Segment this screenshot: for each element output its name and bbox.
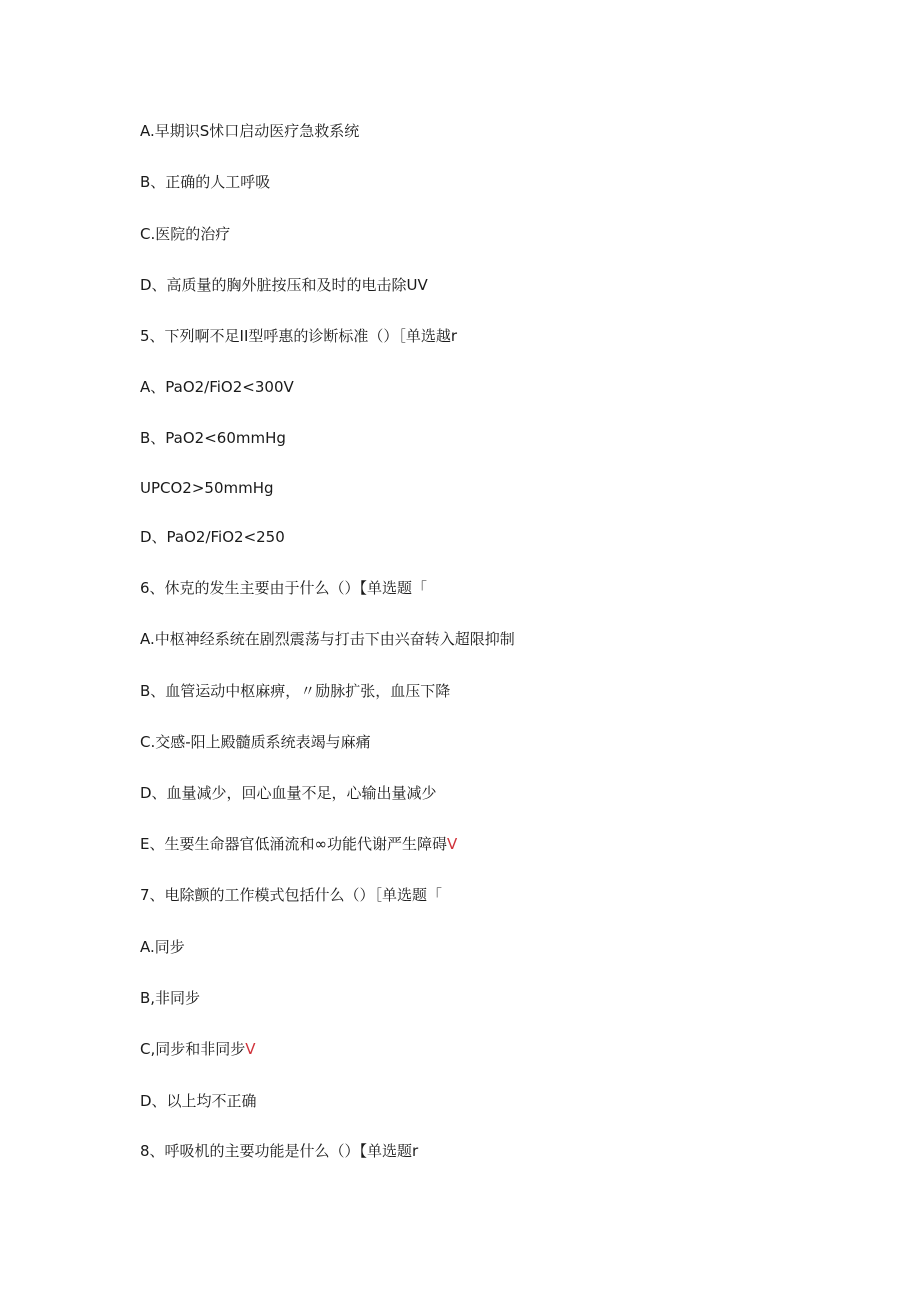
option-b-q5 bbox=[140, 428, 286, 448]
line-text: A、PaO2∕FiO2<300V bbox=[140, 378, 294, 396]
option-c-q4 bbox=[140, 224, 230, 244]
line-text: A.中枢神经系统在剧烈震荡与打击下由兴奋转入超限抑制 bbox=[140, 630, 515, 648]
line-text: D、高质量的胸外脏按压和及时的电击除UV bbox=[140, 276, 428, 294]
line-text: C.交感-阳上殿髓质系统表竭与麻痛 bbox=[140, 733, 371, 751]
option-c-q6 bbox=[140, 732, 371, 752]
question-6 bbox=[140, 578, 427, 598]
correct-mark: V bbox=[245, 1040, 256, 1058]
option-a-q6 bbox=[140, 629, 515, 649]
line-text: A.同步 bbox=[140, 938, 185, 956]
question-7 bbox=[140, 885, 442, 905]
line-text: 8、呼吸机的主要功能是什么（）【单选题r bbox=[140, 1142, 419, 1160]
option-b-q6 bbox=[140, 681, 450, 701]
line-text: B、血管运动中枢麻痹，〃励脉扩张，血压下降 bbox=[140, 682, 451, 700]
option-a-q5 bbox=[140, 377, 294, 397]
line-text: E、生要生命器官低涌流和∞功能代谢严生障碍 bbox=[140, 835, 447, 853]
line-text: 6、休克的发生主要由于什么（）【单选题「 bbox=[140, 579, 428, 597]
option-e-q6 bbox=[140, 834, 457, 854]
line-text: C,同步和非同步 bbox=[140, 1040, 246, 1058]
option-c-q5 bbox=[140, 478, 274, 498]
option-b-q4 bbox=[140, 172, 270, 192]
question-8 bbox=[140, 1141, 418, 1161]
line-text: 7、电除颤的工作模式包括什么（）［单选题「 bbox=[140, 886, 443, 904]
line-text: B,非同步 bbox=[140, 989, 201, 1007]
option-c-q7 bbox=[140, 1039, 256, 1059]
line-text: D、PaO2∕FiO2<250 bbox=[140, 528, 285, 546]
line-text: C.医院的治疗 bbox=[140, 225, 231, 243]
line-text: UPCO2>50mmHg bbox=[140, 479, 274, 497]
line-text: B、PaO2<60mmHg bbox=[140, 429, 286, 447]
question-5 bbox=[140, 326, 457, 346]
option-a-q4 bbox=[140, 121, 359, 141]
correct-mark: V bbox=[446, 835, 458, 853]
option-d-q4 bbox=[140, 275, 428, 295]
line-text: D、以上均不正确 bbox=[140, 1092, 257, 1110]
option-d-q7 bbox=[140, 1091, 257, 1111]
line-text: D、血量减少，回心血量不足，心输出量减少 bbox=[140, 784, 437, 802]
option-d-q6 bbox=[140, 783, 437, 803]
line-text: B、正确的人工呼吸 bbox=[140, 173, 271, 191]
line-text: A.早期识S怵口启动医疗急救系统 bbox=[140, 122, 360, 140]
option-a-q7 bbox=[140, 937, 185, 957]
option-d-q5 bbox=[140, 527, 285, 547]
option-b-q7 bbox=[140, 988, 200, 1008]
line-text: 5、下列啊不足II型呼惠的诊断标准（）［单选越r bbox=[140, 327, 458, 345]
